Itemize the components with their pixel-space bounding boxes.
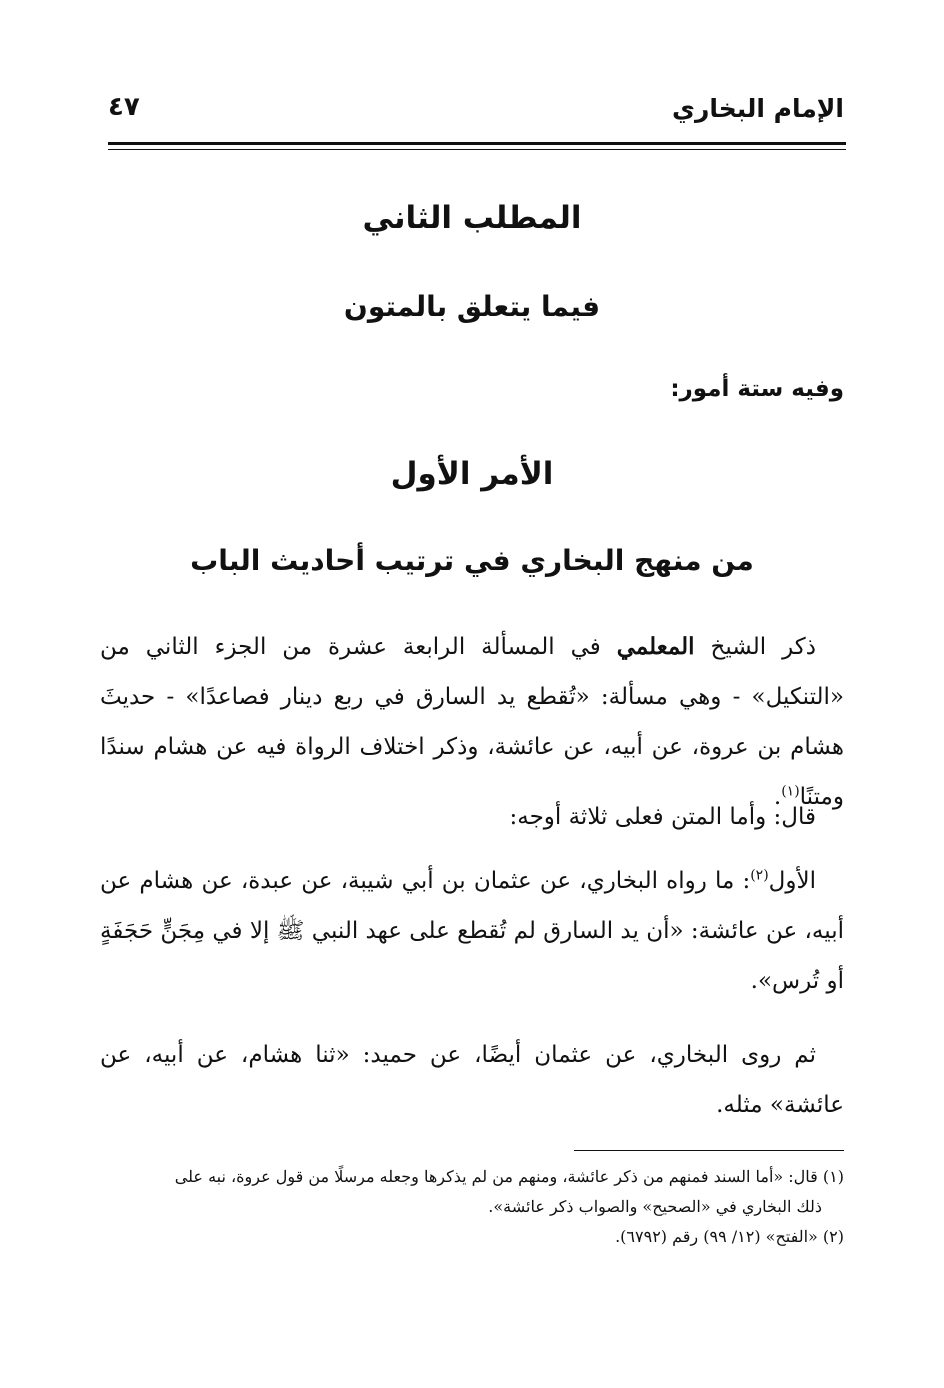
paragraph-4: ثم روى البخاري، عن عثمان أيضًا، عن حميد: «ثنا هشام، عن أبيه، عن عائشة» مثله. [100,1042,844,1118]
paragraph-3 [100,856,844,1006]
author-name: المعلمي [616,633,695,660]
section-heading: المطلب الثاني [362,200,582,236]
paragraph-text: الأول [768,868,816,894]
footnote-1: (١) قال: «أما السند فمنهم من ذكر عائشة، ومنهم من لم يذكرها وجعله مرسلًا من قول عروة، نبه على [174,1167,844,1186]
header-rule-thick [108,142,846,145]
paragraph-text: في المسألة الرابعة عشرة من الجزء الثاني من «التنكيل» - وهي مسألة: «تُقطع يد السارق في ربع دينار فصاعدًا» - حديثَ هشام بن عروة، عن أبيه، عن عائشة، وذكر اختلاف الرواة فيه عن هشام سندًا ومتنًا [100,634,844,810]
footnote-ref-1[interactable]: (١) [781,783,800,800]
running-title: الإمام البخاري [672,94,844,123]
footnote-ref-2[interactable]: (٢) [750,867,769,884]
subsection-heading: الأمر الأول [390,456,554,492]
paragraph-text: : ما رواه البخاري، عن عثمان بن أبي شيبة، عن عبدة، عن هشام عن أبيه، عن عائشة: «أن يد السارق لم تُقطع على عهد النبي ﷺ إلا في مِجَنٍّ حَجَفَةٍ أو تُرس». [100,868,844,994]
footnotes [100,1162,844,1252]
footnote-separator [574,1150,844,1151]
subsection-subtitle: من منهج البخاري في ترتيب أحاديث الباب [190,544,754,577]
page-number: ٤٧ [108,92,140,122]
paragraph-text: . [773,784,782,810]
intro-line: وفيه ستة أمور: [670,376,844,402]
footnote-1-continued: ذلك البخاري في «الصحيح» والصواب ذكر عائشة». [488,1197,822,1216]
footnote-2: (٢) «الفتح» (١٢/ ٩٩) رقم (٦٧٩٢). [615,1227,844,1246]
page-header [108,88,844,132]
paragraph-2: قال: وأما المتن فعلى ثلاثة أوجه: [509,804,816,830]
section-subtitle: فيما يتعلق بالمتون [343,290,601,323]
paragraph-text: ذكر الشيخ [694,634,817,660]
header-rule-thin [108,149,846,150]
